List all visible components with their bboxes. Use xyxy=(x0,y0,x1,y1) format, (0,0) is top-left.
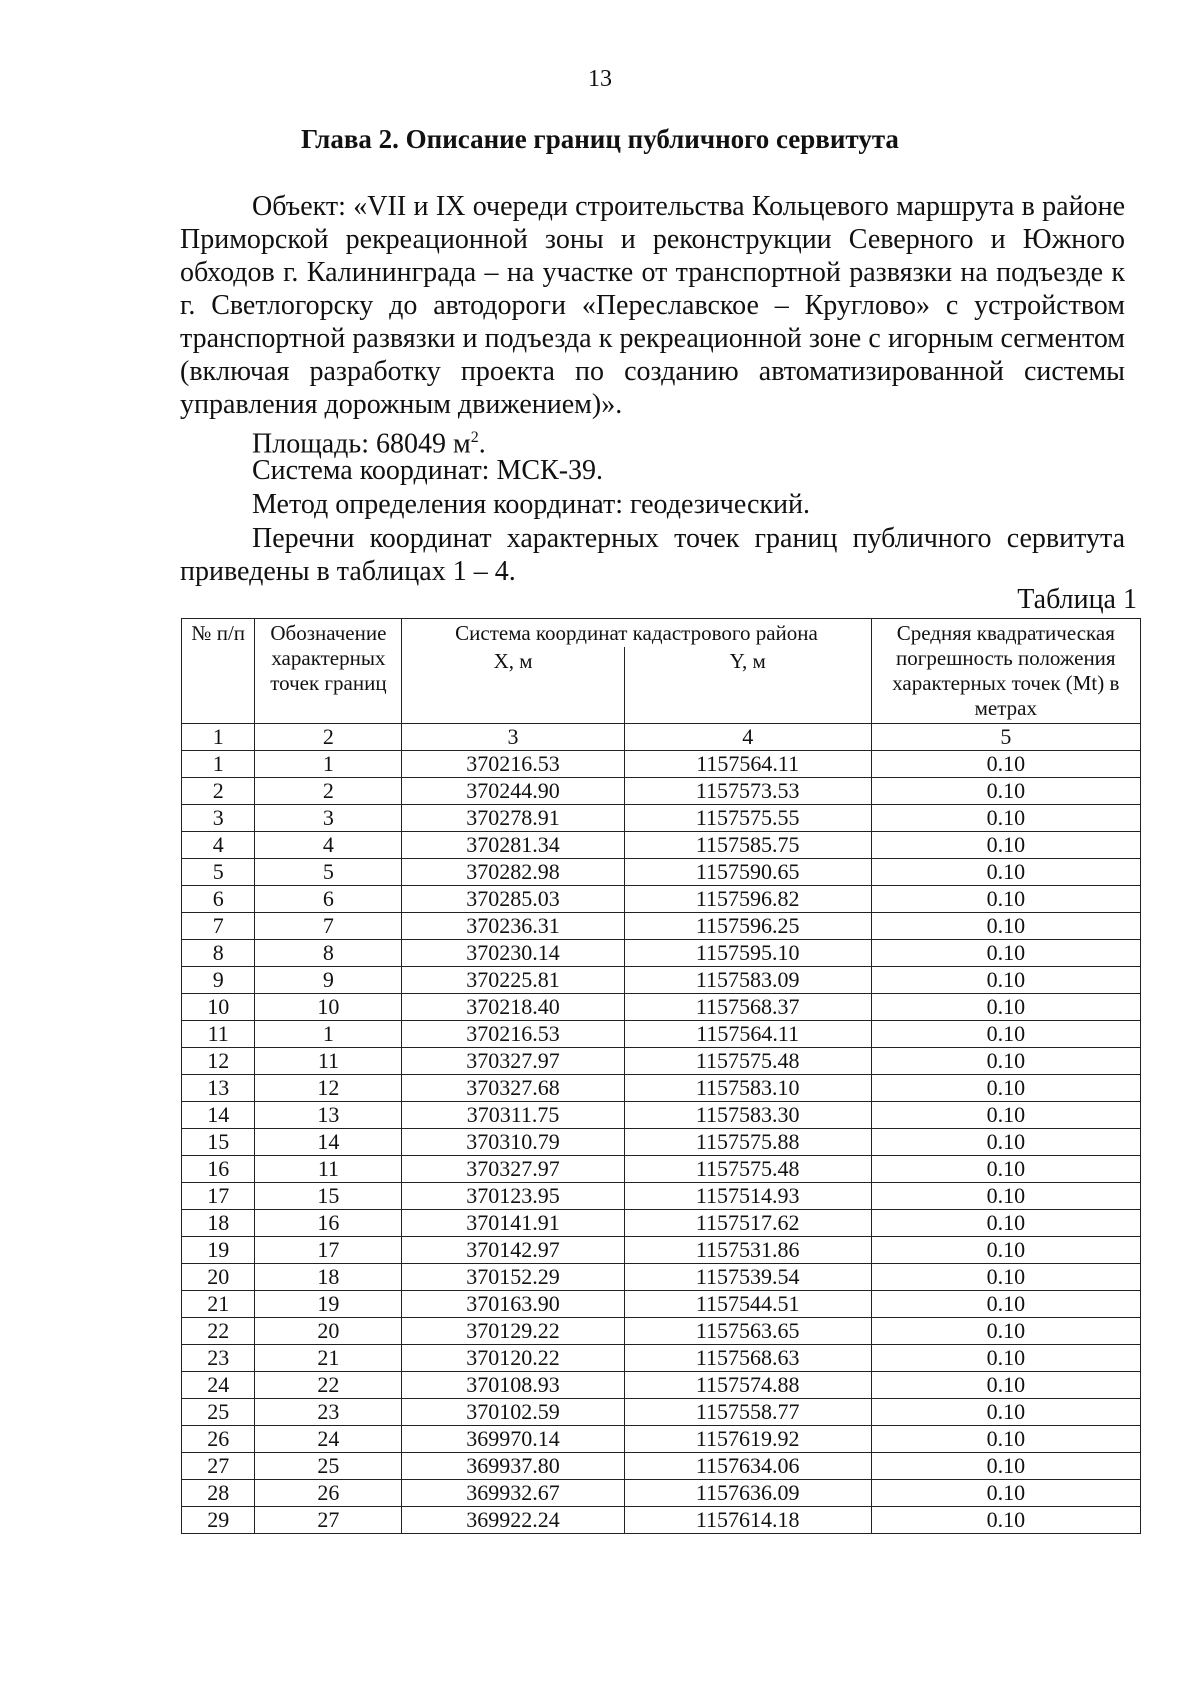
table-row xyxy=(182,1318,1141,1345)
column-index: 3 xyxy=(402,724,624,751)
row-number: 10 xyxy=(182,994,255,1021)
list-line-2: приведены в таблицах 1 – 4. xyxy=(180,556,516,587)
row-number: 15 xyxy=(182,1129,255,1156)
point-id: 23 xyxy=(255,1399,402,1426)
row-number: 26 xyxy=(182,1426,255,1453)
point-id: 16 xyxy=(255,1210,402,1237)
point-id: 15 xyxy=(255,1183,402,1210)
mt-error: 0.10 xyxy=(871,1507,1140,1534)
header-y: Y, м xyxy=(624,647,871,724)
table-row xyxy=(182,913,1141,940)
row-number: 6 xyxy=(182,886,255,913)
mt-error: 0.10 xyxy=(871,1156,1140,1183)
mt-error: 0.10 xyxy=(871,994,1140,1021)
header-num: № п/п xyxy=(182,619,255,724)
y-coordinate: 1157563.65 xyxy=(624,1318,871,1345)
y-coordinate: 1157575.88 xyxy=(624,1129,871,1156)
row-number: 23 xyxy=(182,1345,255,1372)
column-index: 2 xyxy=(255,724,402,751)
point-id: 1 xyxy=(255,751,402,778)
y-coordinate: 1157614.18 xyxy=(624,1507,871,1534)
x-coordinate: 370285.03 xyxy=(402,886,624,913)
y-coordinate: 1157583.30 xyxy=(624,1102,871,1129)
x-coordinate: 370244.90 xyxy=(402,778,624,805)
table-row xyxy=(182,1453,1141,1480)
mt-error: 0.10 xyxy=(871,1102,1140,1129)
y-coordinate: 1157564.11 xyxy=(624,751,871,778)
y-coordinate: 1157636.09 xyxy=(624,1480,871,1507)
mt-error: 0.10 xyxy=(871,1372,1140,1399)
mt-error: 0.10 xyxy=(871,1480,1140,1507)
point-id: 18 xyxy=(255,1264,402,1291)
x-coordinate: 370278.91 xyxy=(402,805,624,832)
y-coordinate: 1157596.25 xyxy=(624,913,871,940)
table-row xyxy=(182,1264,1141,1291)
point-id: 10 xyxy=(255,994,402,1021)
row-number: 5 xyxy=(182,859,255,886)
x-coordinate: 369932.67 xyxy=(402,1480,624,1507)
row-number: 13 xyxy=(182,1075,255,1102)
row-number: 7 xyxy=(182,913,255,940)
x-coordinate: 370236.31 xyxy=(402,913,624,940)
table-row xyxy=(182,994,1141,1021)
y-coordinate: 1157573.53 xyxy=(624,778,871,805)
mt-error: 0.10 xyxy=(871,1318,1140,1345)
y-coordinate: 1157531.86 xyxy=(624,1237,871,1264)
point-id: 1 xyxy=(255,1021,402,1048)
mt-error: 0.10 xyxy=(871,1264,1140,1291)
x-coordinate: 370120.22 xyxy=(402,1345,624,1372)
point-id: 19 xyxy=(255,1291,402,1318)
y-coordinate: 1157514.93 xyxy=(624,1183,871,1210)
x-coordinate: 370327.97 xyxy=(402,1156,624,1183)
row-number: 28 xyxy=(182,1480,255,1507)
mt-error: 0.10 xyxy=(871,1075,1140,1102)
mt-error: 0.10 xyxy=(871,805,1140,832)
point-id: 11 xyxy=(255,1048,402,1075)
mt-error: 0.10 xyxy=(871,1237,1140,1264)
point-id: 4 xyxy=(255,832,402,859)
row-number: 8 xyxy=(182,940,255,967)
table-row xyxy=(182,1372,1141,1399)
mt-error: 0.10 xyxy=(871,1291,1140,1318)
table-row xyxy=(182,1021,1141,1048)
table-row xyxy=(182,1507,1141,1534)
y-coordinate: 1157544.51 xyxy=(624,1291,871,1318)
y-coordinate: 1157574.88 xyxy=(624,1372,871,1399)
row-number: 25 xyxy=(182,1399,255,1426)
area-label: Площадь: 68049 м xyxy=(252,428,471,460)
point-id: 26 xyxy=(255,1480,402,1507)
x-coordinate: 370108.93 xyxy=(402,1372,624,1399)
mt-error: 0.10 xyxy=(871,967,1140,994)
row-number: 4 xyxy=(182,832,255,859)
row-number: 22 xyxy=(182,1318,255,1345)
column-index: 5 xyxy=(871,724,1140,751)
mt-error: 0.10 xyxy=(871,1183,1140,1210)
list-line-1: Перечни координат характерных точек границ публичного сервитута xyxy=(252,523,1125,554)
table-row xyxy=(182,1399,1141,1426)
column-index-row xyxy=(182,724,1141,751)
y-coordinate: 1157558.77 xyxy=(624,1399,871,1426)
point-id: 20 xyxy=(255,1318,402,1345)
table-row xyxy=(182,1129,1141,1156)
point-id: 27 xyxy=(255,1507,402,1534)
table-caption: Таблица 1 xyxy=(1017,584,1137,615)
table-row xyxy=(182,805,1141,832)
table-row xyxy=(182,1237,1141,1264)
x-coordinate: 370225.81 xyxy=(402,967,624,994)
y-coordinate: 1157595.10 xyxy=(624,940,871,967)
table-row xyxy=(182,1075,1141,1102)
x-coordinate: 370327.97 xyxy=(402,1048,624,1075)
point-id: 25 xyxy=(255,1453,402,1480)
x-coordinate: 370163.90 xyxy=(402,1291,624,1318)
mt-error: 0.10 xyxy=(871,859,1140,886)
point-id: 17 xyxy=(255,1237,402,1264)
y-coordinate: 1157583.10 xyxy=(624,1075,871,1102)
point-id: 5 xyxy=(255,859,402,886)
mt-error: 0.10 xyxy=(871,832,1140,859)
point-id: 21 xyxy=(255,1345,402,1372)
mt-error: 0.10 xyxy=(871,778,1140,805)
mt-error: 0.10 xyxy=(871,751,1140,778)
row-number: 16 xyxy=(182,1156,255,1183)
y-coordinate: 1157539.54 xyxy=(624,1264,871,1291)
row-number: 21 xyxy=(182,1291,255,1318)
header-mt: Средняя квадратическая погрешность положения характерных точек (Mt) в метрах xyxy=(871,619,1140,724)
x-coordinate: 370327.68 xyxy=(402,1075,624,1102)
mt-error: 0.10 xyxy=(871,1129,1140,1156)
row-number: 3 xyxy=(182,805,255,832)
y-coordinate: 1157564.11 xyxy=(624,1021,871,1048)
table-row xyxy=(182,1156,1141,1183)
y-coordinate: 1157585.75 xyxy=(624,832,871,859)
row-number: 19 xyxy=(182,1237,255,1264)
table-row xyxy=(182,1210,1141,1237)
area-suffix: . xyxy=(478,428,486,460)
y-coordinate: 1157575.48 xyxy=(624,1156,871,1183)
x-coordinate: 370152.29 xyxy=(402,1264,624,1291)
table-row xyxy=(182,859,1141,886)
x-coordinate: 370141.91 xyxy=(402,1210,624,1237)
table-row xyxy=(182,1426,1141,1453)
table-row xyxy=(182,1102,1141,1129)
method-line: Метод определения координат: геодезический. xyxy=(252,489,810,520)
point-id: 6 xyxy=(255,886,402,913)
y-coordinate: 1157590.65 xyxy=(624,859,871,886)
y-coordinate: 1157517.62 xyxy=(624,1210,871,1237)
row-number: 12 xyxy=(182,1048,255,1075)
table-row xyxy=(182,778,1141,805)
y-coordinate: 1157568.63 xyxy=(624,1345,871,1372)
header-system: Система координат кадастрового района xyxy=(402,619,871,648)
point-id: 14 xyxy=(255,1129,402,1156)
header-point: Обозначение характерных точек границ xyxy=(255,619,402,724)
row-number: 1 xyxy=(182,751,255,778)
row-number: 27 xyxy=(182,1453,255,1480)
point-id: 24 xyxy=(255,1426,402,1453)
column-index: 4 xyxy=(624,724,871,751)
point-id: 9 xyxy=(255,967,402,994)
chapter-title: Глава 2. Описание границ публичного сервитута xyxy=(301,124,899,154)
x-coordinate: 370311.75 xyxy=(402,1102,624,1129)
mt-error: 0.10 xyxy=(871,886,1140,913)
table-row xyxy=(182,886,1141,913)
table-row xyxy=(182,1480,1141,1507)
y-coordinate: 1157634.06 xyxy=(624,1453,871,1480)
x-coordinate: 370102.59 xyxy=(402,1399,624,1426)
point-id: 7 xyxy=(255,913,402,940)
table-row xyxy=(182,832,1141,859)
y-coordinate: 1157583.09 xyxy=(624,967,871,994)
column-index: 1 xyxy=(182,724,255,751)
y-coordinate: 1157575.55 xyxy=(624,805,871,832)
coordinates-table-body xyxy=(182,751,1141,1534)
x-coordinate: 369937.80 xyxy=(402,1453,624,1480)
table-row xyxy=(182,1291,1141,1318)
x-coordinate: 370216.53 xyxy=(402,1021,624,1048)
x-coordinate: 370310.79 xyxy=(402,1129,624,1156)
coordinate-system-line: Система координат: МСК-39. xyxy=(252,455,604,486)
y-coordinate: 1157619.92 xyxy=(624,1426,871,1453)
point-id: 13 xyxy=(255,1102,402,1129)
area-superscript: 2 xyxy=(470,429,479,446)
row-number: 24 xyxy=(182,1372,255,1399)
row-number: 2 xyxy=(182,778,255,805)
row-number: 11 xyxy=(182,1021,255,1048)
x-coordinate: 370281.34 xyxy=(402,832,624,859)
mt-error: 0.10 xyxy=(871,1345,1140,1372)
object-description: Объект: «VII и IX очереди строительства Кольцевого маршрута в районе Приморской рекреационной зоны и реконструкции Северного и Южного обходов г. Калининграда – на участке от транспортной развязки на подъезде к г. Светлогорску до автодороги «Переславское – Круглово» с устройством транспортной развязки и подъезда к рекреационной зоне с игорным сегментом (включая разработку проекта по созданию автоматизированной системы управления дорожным движением)». xyxy=(180,191,1125,420)
point-id: 2 xyxy=(255,778,402,805)
x-coordinate: 370142.97 xyxy=(402,1237,624,1264)
mt-error: 0.10 xyxy=(871,913,1140,940)
row-number: 14 xyxy=(182,1102,255,1129)
mt-error: 0.10 xyxy=(871,1048,1140,1075)
y-coordinate: 1157575.48 xyxy=(624,1048,871,1075)
x-coordinate: 370230.14 xyxy=(402,940,624,967)
row-number: 20 xyxy=(182,1264,255,1291)
coordinates-table xyxy=(181,618,1141,1534)
y-coordinate: 1157596.82 xyxy=(624,886,871,913)
x-coordinate: 370218.40 xyxy=(402,994,624,1021)
row-number: 29 xyxy=(182,1507,255,1534)
mt-error: 0.10 xyxy=(871,1210,1140,1237)
row-number: 17 xyxy=(182,1183,255,1210)
x-coordinate: 370123.95 xyxy=(402,1183,624,1210)
x-coordinate: 369970.14 xyxy=(402,1426,624,1453)
mt-error: 0.10 xyxy=(871,1021,1140,1048)
table-row xyxy=(182,1048,1141,1075)
table-row xyxy=(182,1183,1141,1210)
y-coordinate: 1157568.37 xyxy=(624,994,871,1021)
table-row xyxy=(182,1345,1141,1372)
point-id: 3 xyxy=(255,805,402,832)
x-coordinate: 370282.98 xyxy=(402,859,624,886)
mt-error: 0.10 xyxy=(871,1399,1140,1426)
x-coordinate: 369922.24 xyxy=(402,1507,624,1534)
point-id: 11 xyxy=(255,1156,402,1183)
x-coordinate: 370216.53 xyxy=(402,751,624,778)
mt-error: 0.10 xyxy=(871,1453,1140,1480)
point-id: 12 xyxy=(255,1075,402,1102)
table-row xyxy=(182,940,1141,967)
table-row xyxy=(182,967,1141,994)
page-number: 13 xyxy=(588,66,612,92)
point-id: 8 xyxy=(255,940,402,967)
x-coordinate: 370129.22 xyxy=(402,1318,624,1345)
mt-error: 0.10 xyxy=(871,1426,1140,1453)
row-number: 9 xyxy=(182,967,255,994)
row-number: 18 xyxy=(182,1210,255,1237)
mt-error: 0.10 xyxy=(871,940,1140,967)
point-id: 22 xyxy=(255,1372,402,1399)
header-x: X, м xyxy=(402,647,624,724)
table-row xyxy=(182,751,1141,778)
